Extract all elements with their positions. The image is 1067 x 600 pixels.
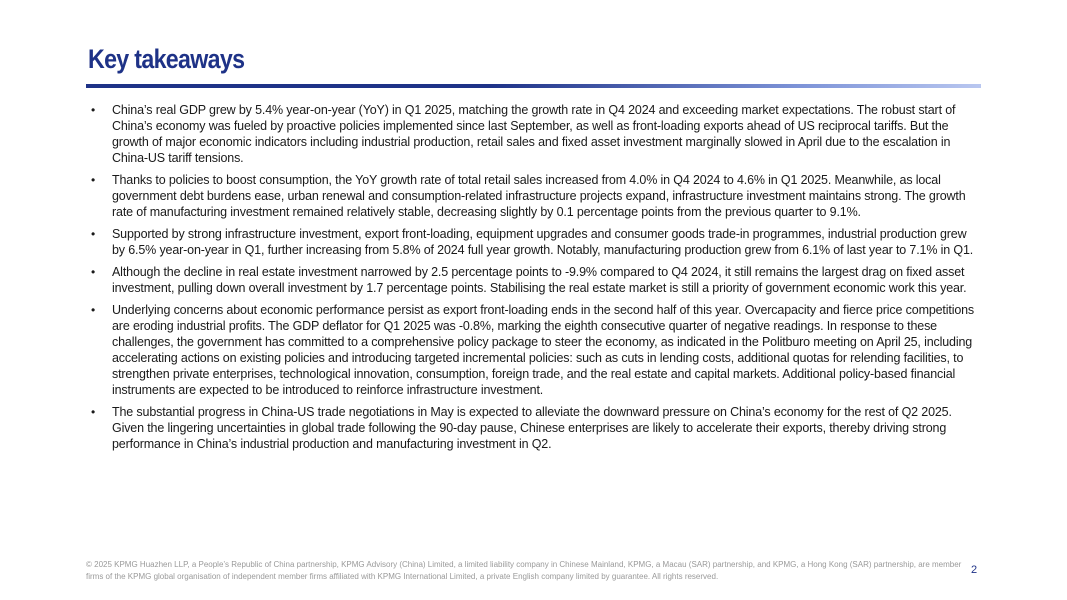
title-divider <box>86 84 981 88</box>
bullet-icon: • <box>91 303 96 317</box>
takeaway-text: The substantial progress in China-US trade negotiations in May is expected to alleviate the downward pressure on China’s economy for the rest of Q2 2025. Given the lingering uncertainties in global trade following the 90-day pause, Chinese enterprises are likely to accelerate their exports, thereby driving strong performance in China’s industrial production and manufacturing investment in Q2. <box>112 405 952 451</box>
takeaway-text: Supported by strong infrastructure investment, export front-loading, equipment upgrades and consumer goods trade-in programmes, industrial production grew by 6.5% year-on-year in Q1, further increasing from 5.8% of 2024 full year growth. Notably, manufacturing production grew from 6.1% of last year to 7.1% in Q1. <box>112 227 974 257</box>
bullet-icon: • <box>91 227 96 241</box>
bullet-icon: • <box>91 405 96 419</box>
takeaways-list <box>89 102 981 458</box>
page-number: 2 <box>971 564 978 576</box>
bullet-icon: • <box>91 103 96 117</box>
takeaway-text: Underlying concerns about economic performance persist as export front-loading ends in the second half of this year. Overcapacity and fierce price competitions are eroding industrial profits. The GDP deflator for Q1 2025 was -0.8%, marking the eighth consecutive quarter of negative readings. In response to these challenges, the government has committed to a comprehensive policy package to steer the economy, as indicated in the Politburo meeting on April 25, including accelerating actions on existing policies and introducing targeted incremental policies: such as cuts in lending costs, additional quotas for relending facilities, to strengthen private enterprises, technological innovation, consumption, foreign trade, and the real estate and capital markets. Additional policy-based financial instruments are expected to be introduced to reinforce infrastructure investment. <box>112 303 975 397</box>
takeaway-text: Although the decline in real estate investment narrowed by 2.5 percentage points to -9.9% compared to Q4 2024, it still remains the largest drag on fixed asset investment, pulling down overall investment by 1.7 percentage points. Stabilising the real estate market is still a priority of government economic work this year. <box>112 265 967 295</box>
takeaway-item <box>89 226 981 258</box>
takeaway-text: Thanks to policies to boost consumption, the YoY growth rate of total retail sales increased from 4.0% in Q4 2024 to 4.6% in Q1 2025. Meanwhile, as local government debt burdens ease, urban renewal and consumption-related infrastructure projects expand, infrastructure investment maintains strong. The growth rate of manufacturing investment remained relatively stable, decreasing slightly by 0.1 percentage points from the previous quarter to 9.1%. <box>112 173 966 219</box>
takeaway-item <box>89 102 981 166</box>
takeaway-item <box>89 264 981 296</box>
bullet-icon: • <box>91 265 96 279</box>
slide-title: Key takeaways <box>88 44 245 74</box>
takeaway-item <box>89 302 981 398</box>
takeaway-text: China’s real GDP grew by 5.4% year-on-year (YoY) in Q1 2025, matching the growth rate in Q4 2024 and exceeding market expectations. The robust start of China’s economy was fueled by proactive policies implemented since last September, as well as front-loading exports ahead of US reciprocal tariffs. But the growth of major economic indicators including industrial production, retail sales and fixed asset investment marginally slowed in April due to the escalation in China-US tariff tensions. <box>112 103 956 165</box>
footer-copyright: © 2025 KPMG Huazhen LLP, a People’s Republic of China partnership, KPMG Advisory (China) Limited, a limited liability company in Chinese Mainland, KPMG, a Macau (SAR) partnership, and KPMG, a Hong Kong (SAR) partnership, are member firms of the KPMG global organisation of independent member firms affiliated with KPMG International Limited, a private English company limited by guarantee. All rights reserved. <box>86 560 962 581</box>
takeaway-item <box>89 172 981 220</box>
takeaway-item <box>89 404 981 452</box>
bullet-icon: • <box>91 173 96 187</box>
